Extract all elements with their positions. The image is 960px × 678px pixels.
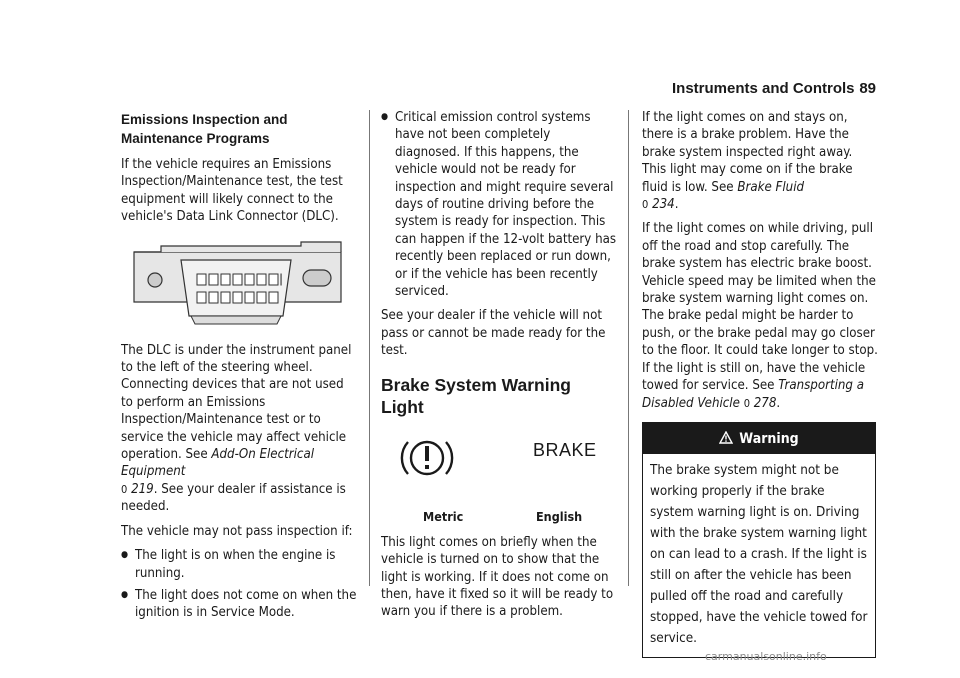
- dealer-paragraph: See your dealer if the vehicle will not pass or cannot be made ready for the test.: [381, 308, 606, 359]
- driving-light-tail: .: [776, 395, 781, 411]
- list-item: ● The light is on when the engine is running.: [121, 547, 357, 582]
- inspection-fail-list-cont: [381, 109, 617, 300]
- column-2: [381, 109, 617, 628]
- brake-warning-heading: Brake System Warning Light: [381, 374, 571, 417]
- list-item: ● Critical emission control systems have not been completely diagnosed. If this happens, the vehicle would not be ready for inspection and might require several days of routine driving before the system is ready for inspection. This can happen if the 12-volt battery has recently been replaced or run down, or if the vehicle has been recently serviced.: [381, 109, 617, 300]
- column-divider-1: [369, 110, 370, 586]
- brake-english-icon: BRAKE: [533, 439, 597, 460]
- column-divider-2: [628, 110, 629, 586]
- dlc-connector-illustration: [131, 240, 351, 328]
- column-3: [642, 109, 878, 658]
- brake-metric-icon: [397, 434, 457, 482]
- link-add-on-electrical[interactable]: Add-On Electrical Equipment: [121, 447, 315, 480]
- inspection-fail-intro: The vehicle may not pass inspection if:: [121, 523, 353, 539]
- section-title: Instruments and Controls: [672, 80, 855, 97]
- page-ref-278[interactable]: 278: [753, 395, 777, 411]
- dlc-tail: . See your dealer if assistance is needed.: [121, 481, 346, 515]
- page-ref-icon: 0: [642, 198, 649, 212]
- column-1: [121, 110, 357, 629]
- brake-problem-text: If the light comes on and stays on, there is a brake problem. Have the brake system inspected right away. This light may come on if the brake fluid is low. See: [642, 110, 853, 195]
- dlc-location-paragraph: [121, 342, 357, 516]
- caption-metric: Metric: [423, 508, 464, 524]
- page-ref-icon: 0: [121, 482, 128, 496]
- driving-light-text: If the light comes on while driving, pull off the road and stop carefully. The brake system has electric brake boost. Vehicle speed may be limited when the brake system warning light comes on. The brake pedal might be harder to push, or the brake pedal may go closer to the floor. It could take longer to stop. If the light is still on, have the vehicle towed for service. See: [642, 221, 878, 394]
- brake-symbol-captions: [381, 508, 617, 534]
- page-ref-icon: 0: [743, 396, 750, 410]
- link-brake-fluid[interactable]: Brake Fluid: [737, 179, 805, 195]
- warning-title: Warning: [739, 430, 799, 447]
- dlc-text: The DLC is under the instrument panel to the left of the steering wheel. Connecting devices that are not used to perform an Emissions Inspection/Maintenance test or to service the vehicle may affect vehicle operation. See: [121, 342, 352, 463]
- brake-problem-paragraph: [642, 109, 878, 213]
- page-number: 89: [859, 80, 876, 97]
- page-ref-234[interactable]: 234: [652, 197, 675, 213]
- dlc-connector-diagram: [131, 240, 351, 328]
- inspection-fail-list: [121, 547, 357, 622]
- brake-light-check-paragraph: This light comes on briefly when the vehicle is turned on to show that the light is working. If it does not come on then, have it fixed so it will be ready to warn you if there is a problem.: [381, 534, 614, 620]
- warning-triangle-icon: [719, 431, 733, 444]
- list-item: ● The light does not come on when the ignition is in Service Mode.: [121, 587, 357, 622]
- warning-box: [642, 422, 876, 658]
- warning-body: The brake system might not be working properly if the brake system warning light is on. Driving with the brake system warning light on can lead to a crash. If the light is still on after the vehicle has been pulled off the road and carefully stopped, have the vehicle towed for service.: [650, 463, 868, 647]
- link-transporting-disabled-vehicle[interactable]: Transporting a Disabled Vehicle: [642, 378, 865, 411]
- watermark: carmanualsonline.info: [705, 650, 827, 663]
- brake-light-symbols: [381, 428, 617, 508]
- warning-header: [643, 423, 875, 454]
- brake-problem-tail: .: [674, 197, 679, 213]
- emissions-intro: If the vehicle requires an Emissions Inspection/Maintenance test, the test equipment will likely connect to the vehicle's Data Link Connector (DLC).: [121, 157, 343, 225]
- emissions-heading: Emissions Inspection and Maintenance Programs: [121, 112, 288, 146]
- page-header: [672, 80, 876, 97]
- caption-english: English: [536, 508, 583, 524]
- driving-light-paragraph: [642, 220, 878, 411]
- page-ref-219[interactable]: 219: [131, 481, 154, 497]
